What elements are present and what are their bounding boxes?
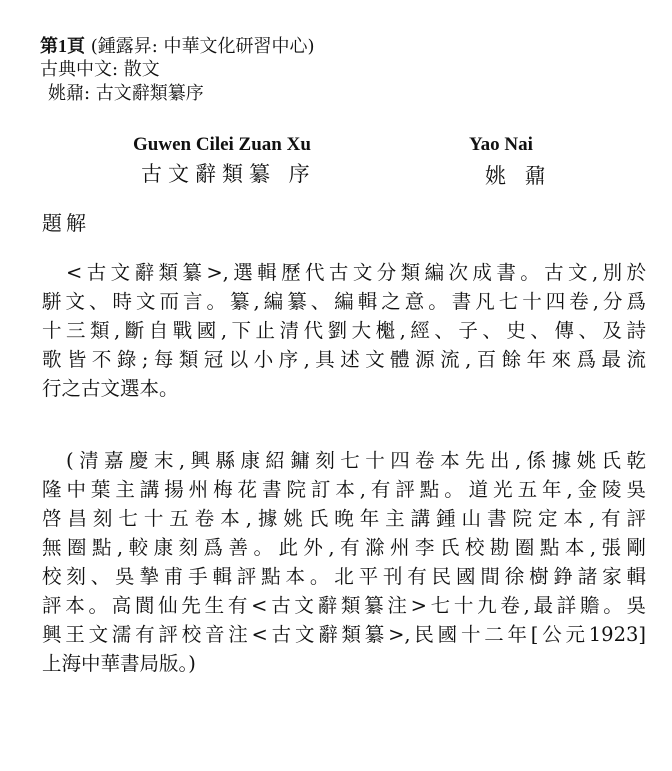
paragraph <box>42 258 646 403</box>
paragraph-line: 上海中華書局版。) <box>42 652 196 675</box>
title-romanized: Guwen Cilei Zuan Xu <box>133 134 311 155</box>
paragraph-line: 無圈點,較康刻爲善。此外,有滁州李氏校勘圈點本,張剛 <box>42 536 646 559</box>
paragraph-line: 興王文濡有評校音注<古文辭類纂>,民國十二年[公元1923] <box>42 623 646 646</box>
paragraph <box>42 446 646 678</box>
source-label: 姚鼐: 古文辭類纂序 <box>48 83 204 104</box>
author-romanized: Yao Nai <box>469 134 533 155</box>
paragraph-line: 啓昌刻七十五卷本,據姚氏晚年主講鍾山書院定本,有評 <box>42 507 646 530</box>
section-title: 題解 <box>42 211 90 235</box>
paragraph-line: 十三類,斷自戰國,下止清代劉大櫆,經、子、史、傳、及詩 <box>42 319 646 342</box>
author-chinese: 姚 鼐 <box>485 164 552 188</box>
paragraph-line: 駢文、時文而言。纂,編纂、編輯之意。書凡七十四卷,分爲 <box>42 290 646 313</box>
page-label: 第1頁 <box>40 36 85 56</box>
paragraph-line: 評本。高閬仙先生有<古文辭類纂注>七十九卷,最詳贍。吳 <box>42 594 646 617</box>
paragraph-line: 歌皆不錄;每類冠以小序,具述文體源流,百餘年來爲最流 <box>42 348 646 371</box>
paragraph-line: 校刻、吳摯甫手輯評點本。北平刊有民國間徐樹錚諸家輯 <box>42 565 646 588</box>
page-author: (鍾露昇: 中華文化研習中心) <box>90 36 315 57</box>
paragraph-line: <古文辭類纂>,選輯歷代古文分類編次成書。古文,別於 <box>66 261 646 284</box>
page-header-line <box>40 34 315 59</box>
paragraph-line: (清嘉慶末,興縣康紹鏞刻七十四卷本先出,係據姚氏乾 <box>66 449 646 472</box>
paragraph-line: 隆中葉主講揚州梅花書院訂本,有評點。道光五年,金陵吳 <box>42 478 646 501</box>
category-label: 古典中文: 散文 <box>40 59 160 80</box>
paragraph-line: 行之古文選本。 <box>42 377 179 400</box>
title-chinese: 古文辭類纂 序 <box>141 162 316 186</box>
